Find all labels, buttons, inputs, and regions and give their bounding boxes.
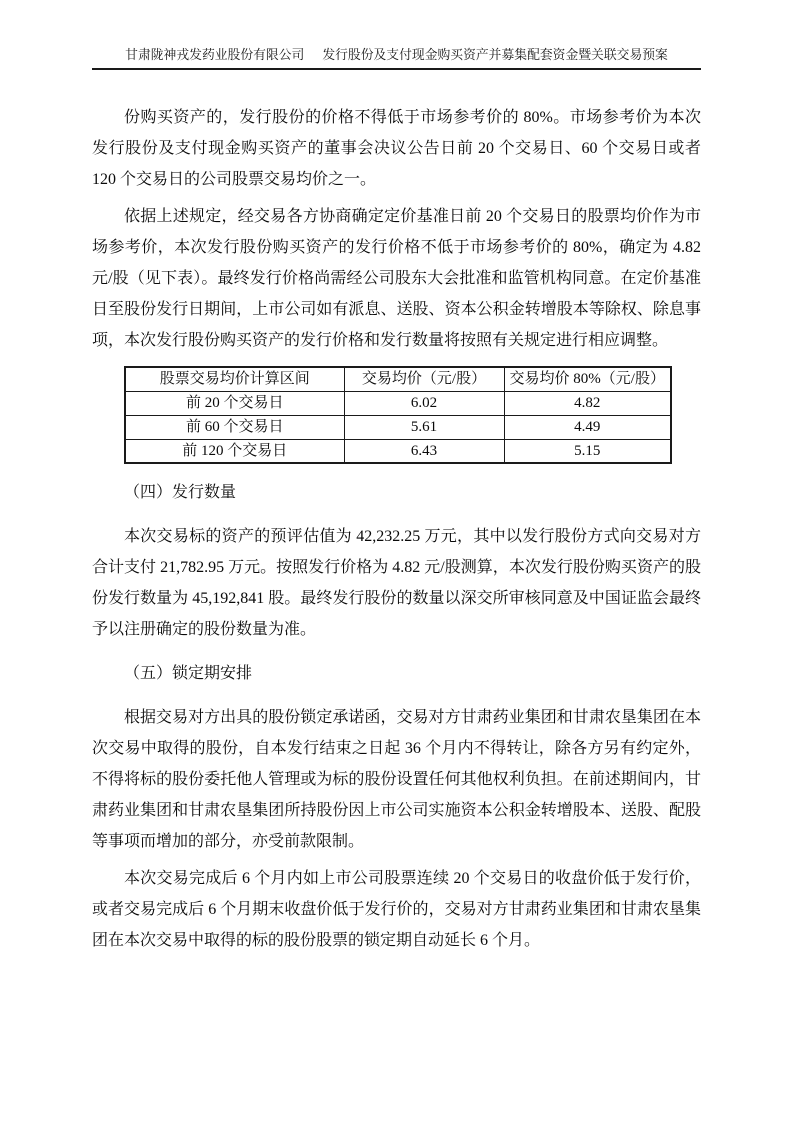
table-header-cell-avg-price-80: 交易均价 80%（元/股） [504,367,671,391]
section-heading-lockup-arrangement: （五）锁定期安排 [124,665,253,682]
paragraph-issue-quantity: 本次交易标的资产的预评估值为 42,232.25 万元，其中以发行股份方式向交易对方合计支付 21,782.95 万元。按照发行价格为 4.82 元/股测算，本次发行股份购买资产的股份发行数量为 45,192,841 股。最终发行股份的数量以深交所审核同意及中国证监会最终予以注册确定的股份数量为准。 [92,528,701,638]
table-cell-avg-price-80: 4.82 [504,391,671,415]
table-cell-avg-price-80: 4.49 [504,415,671,439]
section-heading-issue-quantity: （四）发行数量 [124,484,237,501]
header-company-name: 甘肃陇神戎发药业股份有限公司 [125,48,305,62]
table-cell-avg-price: 6.43 [344,439,504,463]
table-header-row [125,367,671,391]
header-document-title: 发行股份及支付现金购买资产并募集配套资金暨关联交易预案 [322,48,668,62]
table-cell-interval: 前 120 个交易日 [125,439,344,463]
table-cell-avg-price-80: 5.15 [504,439,671,463]
page-header [92,47,701,70]
table-row [125,415,671,439]
table-cell-interval: 前 60 个交易日 [125,415,344,439]
table-cell-avg-price: 6.02 [344,391,504,415]
paragraph-lockup-extension: 本次交易完成后 6 个月内如上市公司股票连续 20 个交易日的收盘价低于发行价，或者交易完成后 6 个月期末收盘价低于发行价的，交易对方甘肃药业集团和甘肃农垦集团在本次交易中取得的标的股份股票的锁定期自动延长 6 个月。 [92,870,701,949]
paragraph-pricing-continued: 份购买资产的，发行股份的价格不得低于市场参考价的 80%。市场参考价为本次发行股份及支付现金购买资产的董事会决议公告日前 20 个交易日、60 个交易日或者 120 个交易日的公司股票交易均价之一。 [92,109,701,188]
document-body [92,70,701,956]
table-header-cell-avg-price: 交易均价（元/股） [344,367,504,391]
average-price-table [124,366,672,464]
table-cell-interval: 前 20 个交易日 [125,391,344,415]
table-row [125,391,671,415]
paragraph-price-determination: 依据上述规定，经交易各方协商确定定价基准日前 20 个交易日的股票均价作为市场参考价，本次发行股份购买资产的发行价格不低于市场参考价的 80%，确定为 4.82 元/股（见下表）。最终发行价格尚需经公司股东大会批准和监管机构同意。在定价基准日至股份发行日期间，上市公司如有派息、送股、资本公积金转增股本等除权、除息事项，本次发行股份购买资产的发行价格和发行数量将按照有关规定进行相应调整。 [92,208,701,349]
table-row [125,439,671,463]
table-header-cell-interval: 股票交易均价计算区间 [125,367,344,391]
paragraph-lockup-commitment: 根据交易对方出具的股份锁定承诺函，交易对方甘肃药业集团和甘肃农垦集团在本次交易中取得的股份，自本发行结束之日起 36 个月内不得转让，除各方另有约定外，不得将标的股份委托他人管理或为标的股份设置任何其他权利负担。在前述期间内，甘肃药业集团和甘肃农垦集团所持股份因上市公司实施资本公积金转增股本、送股、配股等事项而增加的部分，亦受前款限制。 [92,709,701,850]
table-cell-avg-price: 5.61 [344,415,504,439]
